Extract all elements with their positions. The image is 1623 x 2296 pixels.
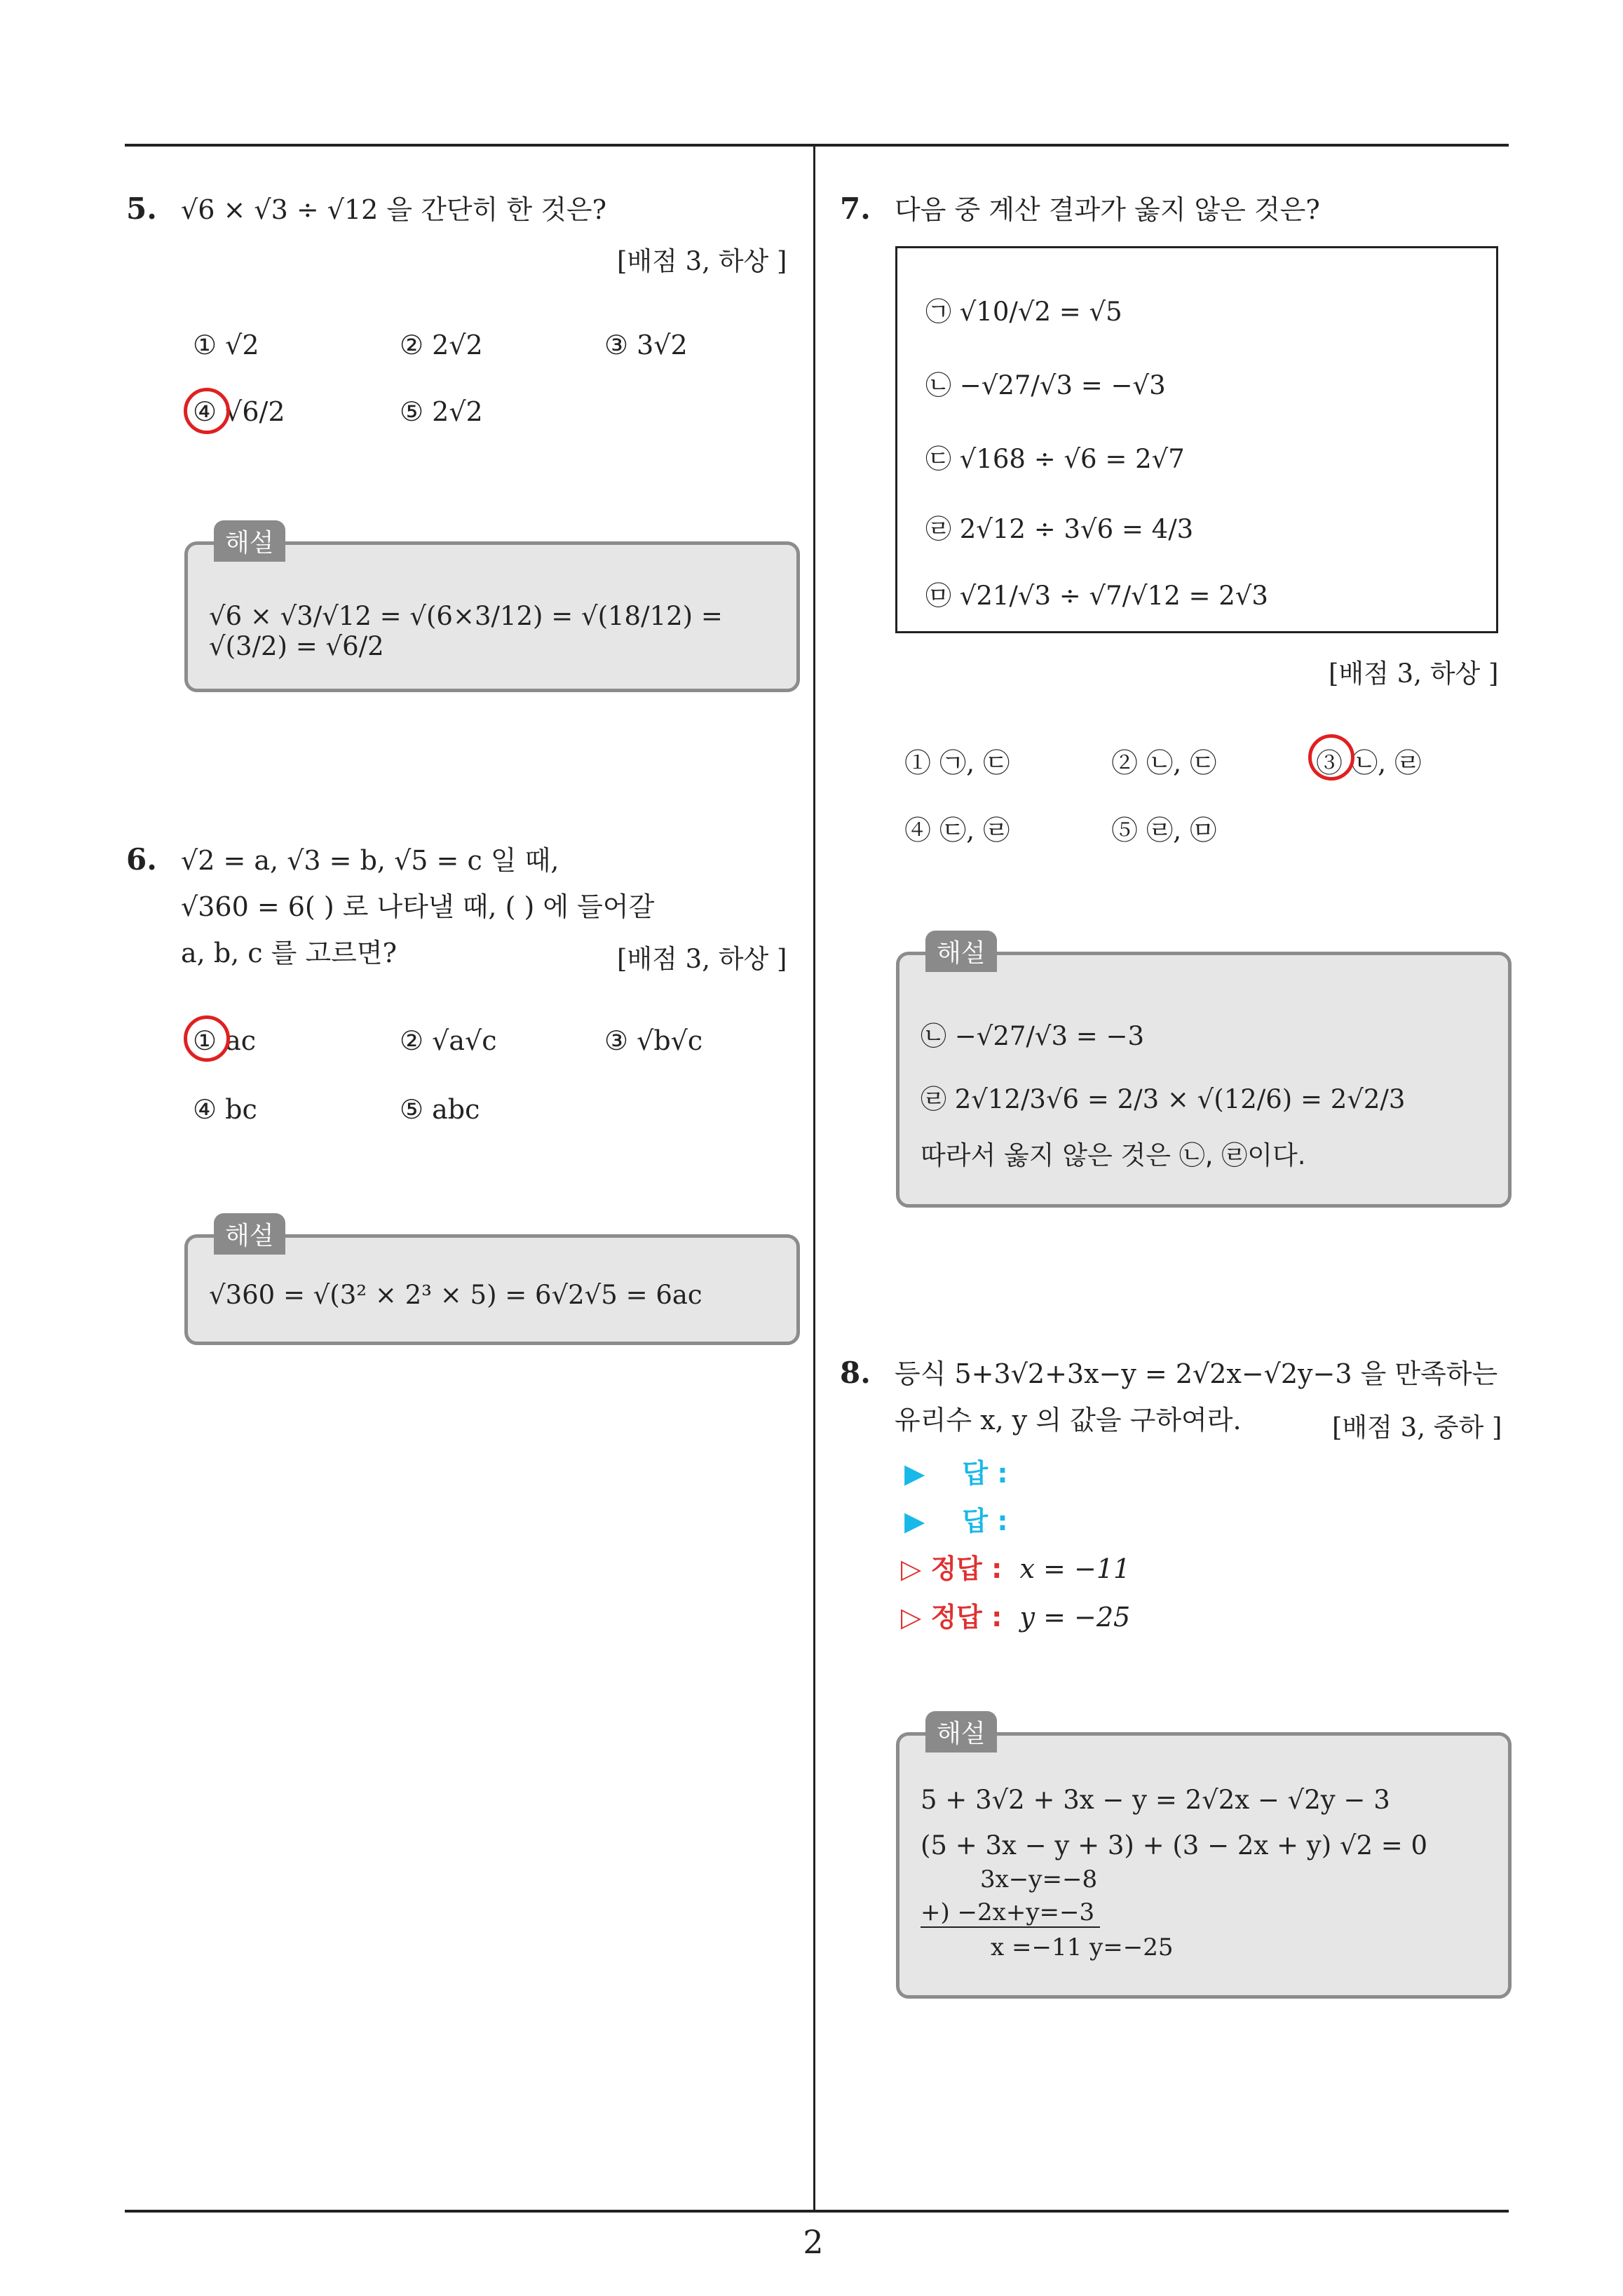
q5-stem-text: √6 × √3 ÷ √12 을 간단히 한 것은? — [181, 194, 606, 225]
q8-correct-row-1 — [901, 1547, 1130, 1586]
q7-option-3[interactable]: ③ ㉡, ㉣ — [1316, 748, 1422, 778]
q6-explanation-text: √360 = √(3² × 2³ × 5) = 6√2√5 = 6ac — [209, 1280, 702, 1310]
q6-line1: √2 = a, √3 = b, √5 = c 일 때, — [181, 845, 559, 876]
q7-statement-5: ㉤ √21/√3 ÷ √7/√12 = 2√3 — [925, 581, 1268, 611]
q8-correct-label-1: 정답 : — [930, 1553, 1003, 1584]
page-number: 2 — [803, 2223, 824, 2261]
q8-explanation-box — [896, 1732, 1512, 1999]
q8-correct-row-2 — [901, 1595, 1130, 1634]
top-rule — [125, 144, 1509, 147]
q6-option-5[interactable]: ⑤ abc — [400, 1094, 480, 1125]
q8-meta: [배점 3, 중하 ] — [1332, 1412, 1502, 1443]
q6-option-1[interactable]: ① ac — [193, 1025, 257, 1056]
q8-explanation-line-5: x =−11 y=−25 — [991, 1933, 1174, 1961]
q7-stem — [840, 186, 1506, 233]
q8-answer-row-2 — [904, 1499, 1008, 1538]
q5-option-5[interactable]: ⑤ 2√2 — [400, 396, 483, 427]
q5-explanation-box — [184, 541, 800, 692]
q7-number: 7. — [840, 191, 871, 226]
q5-stem — [126, 186, 799, 233]
q8-line2: 유리수 x, y 의 값을 구하여라. — [895, 1405, 1242, 1436]
q7-statement-2: ㉡ −√27/√3 = −√3 — [925, 370, 1166, 400]
play-icon: ▶ — [904, 1458, 925, 1489]
q7-option-5[interactable]: ⑤ ㉣, ㉤ — [1111, 815, 1217, 846]
q7-statement-1: ㉠ √10/√2 = √5 — [925, 297, 1122, 327]
q8-answer-label-2: 답 : — [962, 1506, 1008, 1537]
q6-line3: a, b, c 를 고르면? — [181, 938, 397, 968]
q6-option-4[interactable]: ④ bc — [193, 1094, 257, 1125]
q7-explanation-box — [896, 952, 1512, 1208]
q5-option-2[interactable]: ② 2√2 — [400, 330, 483, 360]
q7-answer-mark — [1308, 734, 1354, 781]
q5-option-4[interactable]: ④ √6/2 — [193, 396, 285, 427]
q7-stem-text: 다음 중 계산 결과가 옳지 않은 것은? — [895, 194, 1320, 225]
play-outline-icon: ▷ — [901, 1602, 922, 1633]
play-outline-icon: ▷ — [901, 1553, 922, 1584]
q6-answer-mark — [184, 1015, 230, 1062]
column-divider — [813, 145, 815, 2210]
q8-correct-y: y = −25 — [1019, 1602, 1131, 1633]
q8-explanation-line-2: (5 + 3x − y + 3) + (3 − 2x + y) √2 = 0 — [921, 1830, 1428, 1861]
q5-explanation-text: √6 × √3/√12 = √(6×3/12) = √(18/12) = √(3/2) = √6/2 — [209, 601, 723, 661]
q7-explanation-line-3: 따라서 옳지 않은 것은 ㉡, ㉣이다. — [921, 1140, 1306, 1170]
q5-option-3[interactable]: ③ 3√2 — [604, 330, 688, 360]
q7-option-2[interactable]: ② ㉡, ㉢ — [1111, 748, 1217, 778]
q7-option-4[interactable]: ④ ㉢, ㉣ — [904, 815, 1010, 846]
q6-option-2[interactable]: ② √a√c — [400, 1025, 497, 1056]
q5-number: 5. — [126, 191, 157, 226]
q6-option-3[interactable]: ③ √b√c — [604, 1025, 703, 1056]
q8-answer-row-1 — [904, 1452, 1008, 1490]
q6-explanation-tag: 해설 — [214, 1213, 285, 1255]
q7-explanation-tag: 해설 — [925, 931, 997, 972]
q8-line1: 등식 5+3√2+3x−y = 2√2x−√2y−3 을 만족하는 — [895, 1358, 1498, 1389]
q7-meta: [배점 3, 하상 ] — [1329, 659, 1499, 689]
q6-number: 6. — [126, 842, 157, 877]
q7-explanation-line-1: ㉡ −√27/√3 = −3 — [921, 1021, 1145, 1051]
q8-explanation-line-3: 3x−y=−8 — [980, 1865, 1098, 1893]
q7-explanation-line-2: ㉣ 2√12/3√6 = 2/3 × √(12/6) = 2√2/3 — [921, 1084, 1406, 1114]
q8-answer-label-1: 답 : — [962, 1458, 1008, 1489]
q5-meta: [배점 3, 하상 ] — [617, 246, 787, 276]
q5-option-1[interactable]: ① √2 — [193, 330, 259, 360]
q5-answer-mark — [184, 388, 230, 434]
q6-line2: √360 = 6( ) 로 나타낼 때, ( ) 에 들어갈 — [181, 891, 655, 922]
q8-explanation-line-4: +) −2x+y=−3 — [921, 1898, 1100, 1928]
q7-choices-box — [895, 246, 1498, 633]
q8-explanation-tag: 해설 — [925, 1711, 997, 1753]
q7-statement-4: ㉣ 2√12 ÷ 3√6 = 4/3 — [925, 514, 1194, 544]
q5-explanation-tag: 해설 — [214, 520, 285, 562]
q8-number: 8. — [840, 1356, 871, 1390]
play-icon: ▶ — [904, 1506, 925, 1537]
q7-option-1[interactable]: ① ㉠, ㉢ — [904, 748, 1010, 778]
q8-explanation-line-1: 5 + 3√2 + 3x − y = 2√2x − √2y − 3 — [921, 1785, 1390, 1815]
q8-correct-x: x = −11 — [1019, 1553, 1131, 1584]
q7-statement-3: ㉢ √168 ÷ √6 = 2√7 — [925, 444, 1185, 474]
q6-meta: [배점 3, 하상 ] — [617, 944, 787, 974]
q8-correct-label-2: 정답 : — [930, 1602, 1003, 1633]
bottom-rule — [125, 2210, 1509, 2213]
